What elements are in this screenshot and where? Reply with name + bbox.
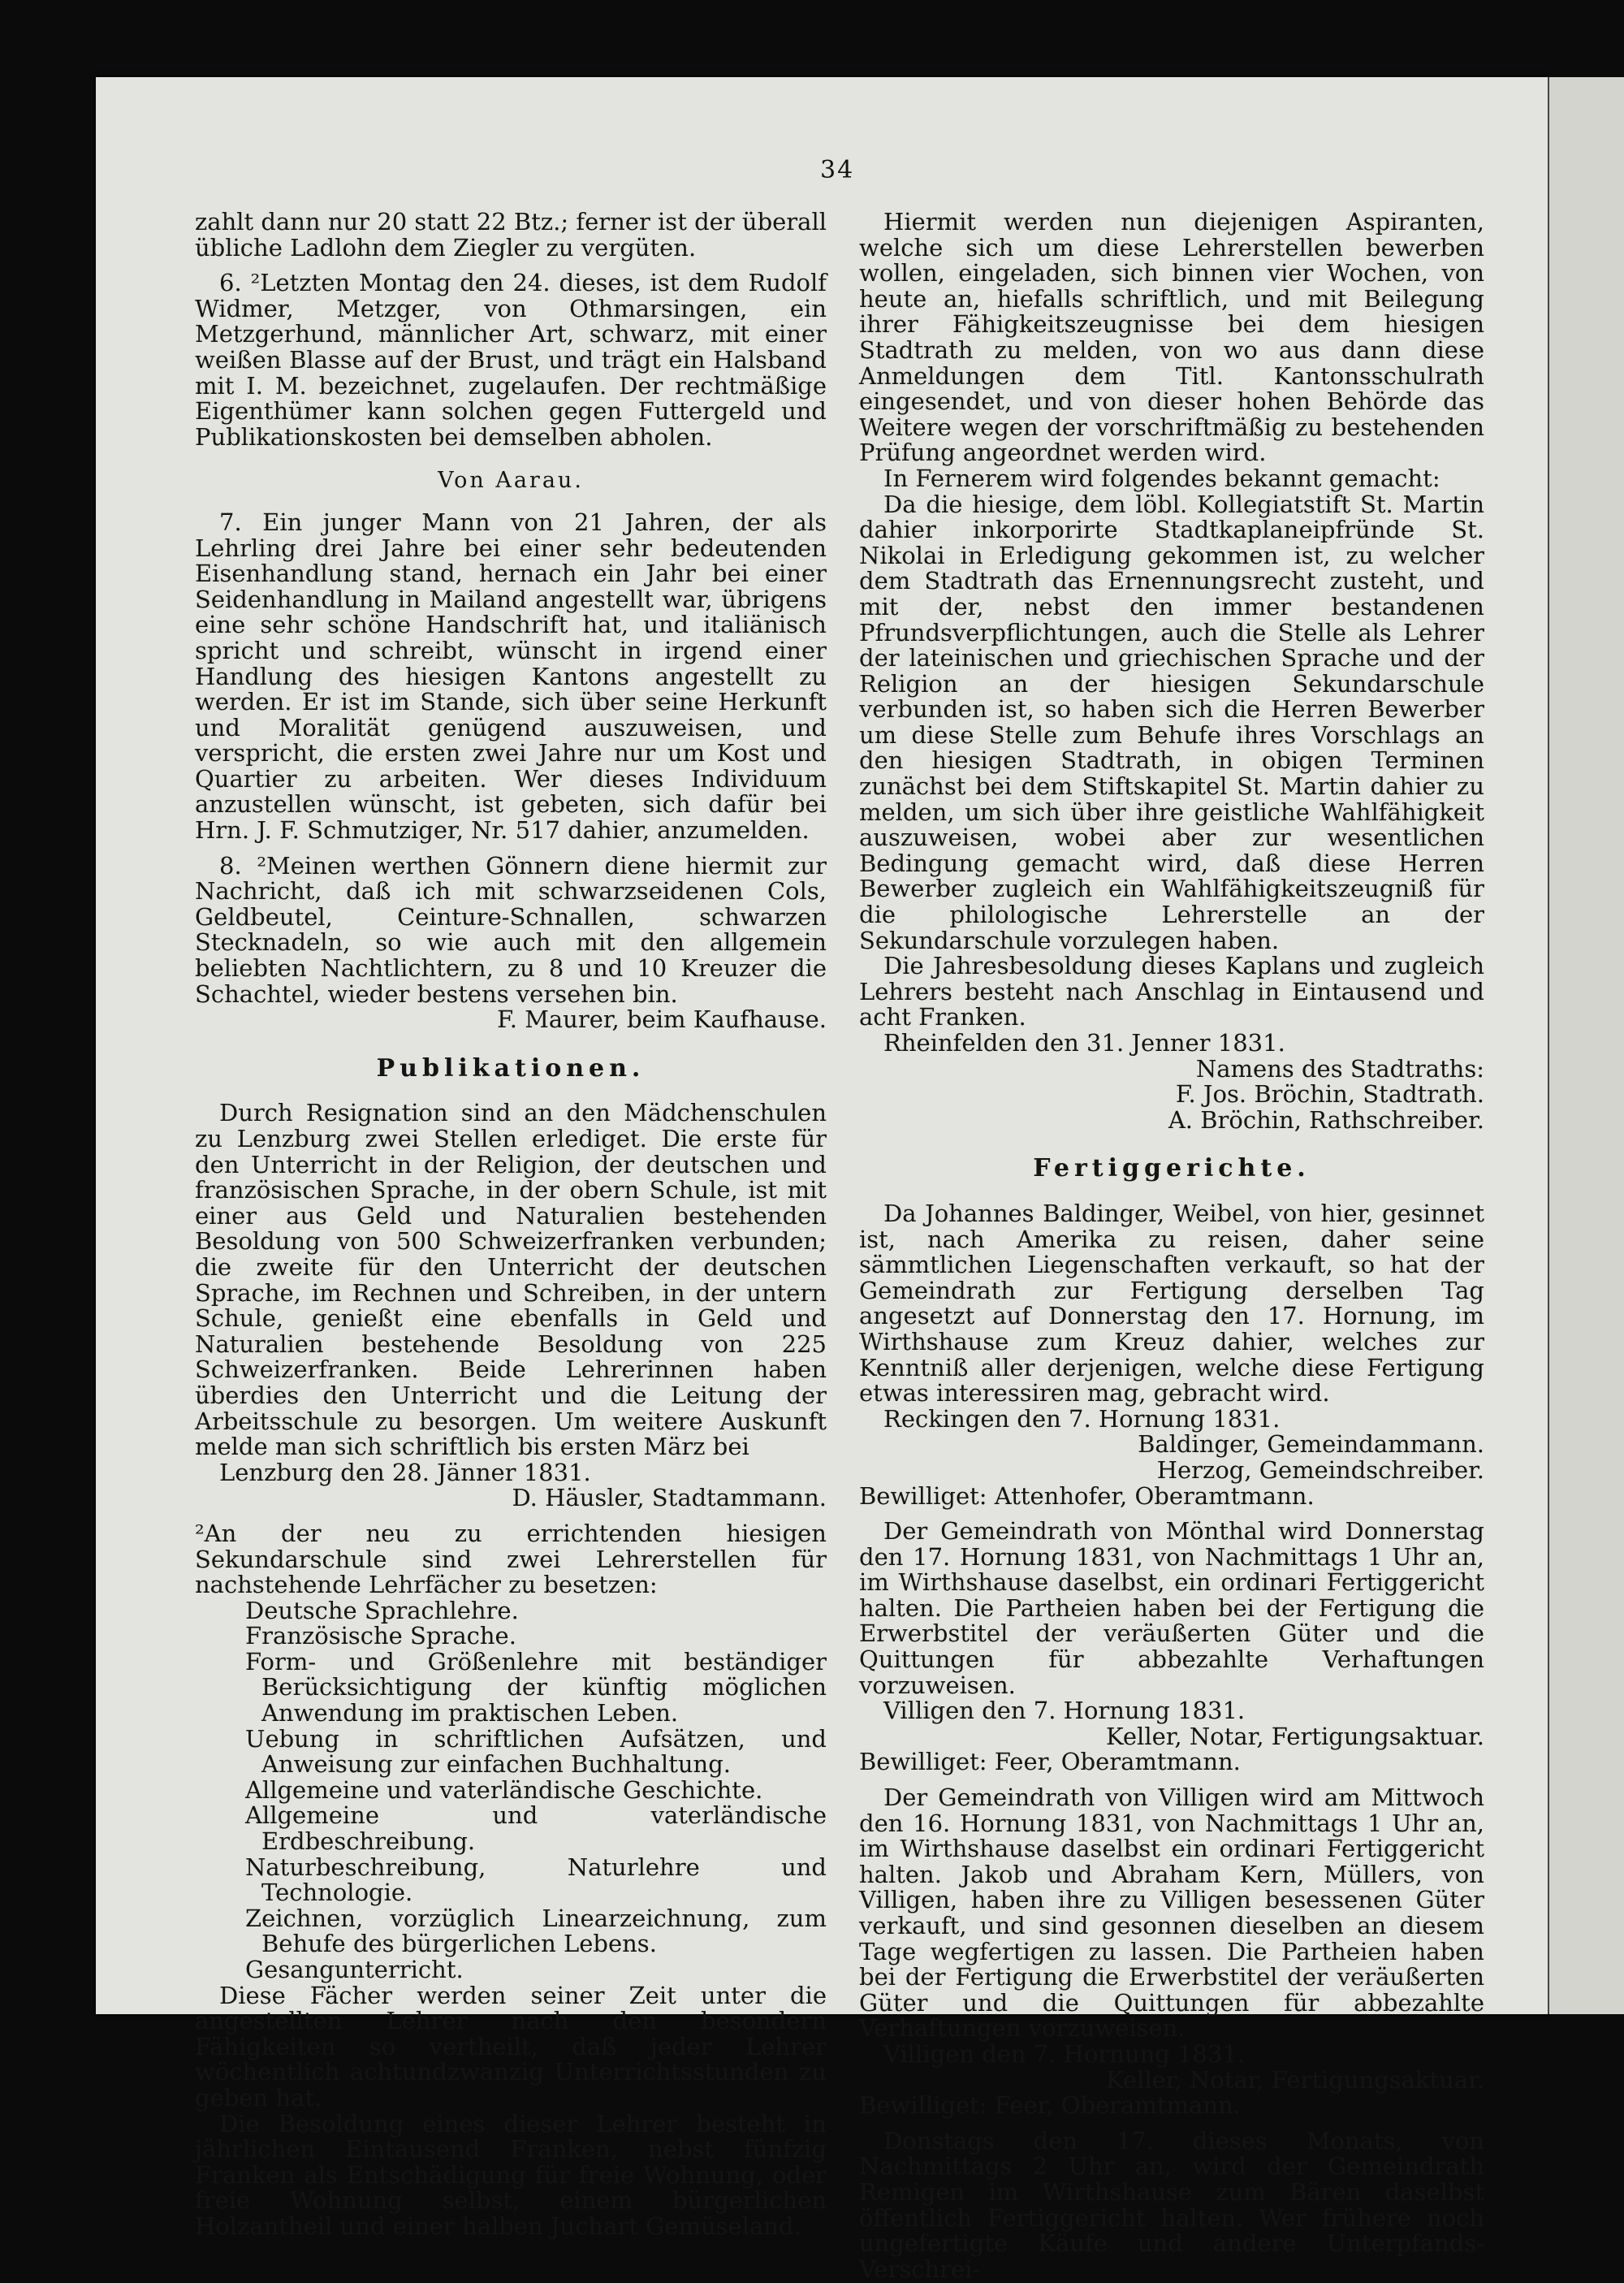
notice-reckingen: Da Johannes Baldinger, Weibel, von hier, gesinnet ist, nach Amerika zu reisen, daher seine sämmtlichen Liegenschaften verkauft, so hat der Gemeindrath zur Fertigung derselben Tag angesetzt auf Donnerstag den 17. Hornung, im Wirthshause zum Kreuz dahier, welches zur Kenntniß aller derjenigen, welche diese Fertigung etwas interessiren mag, gebracht wird. — [859, 1199, 1484, 1407]
section-subheading-aarau: Von Aarau. — [438, 468, 584, 494]
paragraph: Die Jahresbesoldung dieses Kaplans und zugleich Lehrers besteht nach Anschlag in Eintausend und acht Franken. — [859, 952, 1484, 1031]
paragraph: Diese Fächer werden seiner Zeit unter die angestellten Lehrer nach den besondern Fähigkeiten so vertheilt, daß jeder Lehrer wöchentlich achtundzwanzig Unterrichtsstunden zu geben hat. — [195, 1981, 827, 2112]
list-item: Naturbeschreibung, Naturlehre und Technologie. — [245, 1853, 827, 1907]
signature: F. Maurer, beim Kaufhause. — [497, 1005, 827, 1034]
signature: A. Bröchin, Rathschreiber. — [1168, 1105, 1484, 1134]
paragraph: In Fernerem wird folgendes bekannt gemacht: — [883, 464, 1440, 492]
list-item: Zeichnen, vorzüglich Linearzeichnung, zum Behufe des bürgerlichen Lebens. — [245, 1904, 827, 1958]
paragraph: Hiermit werden nun diejenigen Aspiranten, welche sich um diese Lehrerstellen bewerben wollen, eingeladen, sich binnen vier Wochen, von heute an, hiefalls schriftlich, und mit Beilegung ihrer Fähigkeitszeugnisse bei dem hiesigen Stadtrath zu melden, von wo aus dann diese Anmeldungen dem Titl. Kantonsschulrath eingesendet, und von dieser hohen Behörde das Weitere wegen der vorschriftmäßig zu bestehenden Prüfung angeordnet werden wird. — [859, 208, 1484, 467]
notice-villigen: Der Gemeindrath von Villigen wird am Mittwoch den 16. Hornung 1831, von Nachmittags 1 Uhr an, im Wirthshause daselbst ein ordinari Fertiggericht halten. Jakob und Abraham Kern, Müllers, von Villigen, haben ihre zu Villigen besessenen Güter verkauft, und sind gesonnen dieselben an diesem Tage wegfertigen zu lassen. Die Partheien haben bei der Fertigung die Erwerbstitel der veräußerten Güter und die Quittungen für abbezahlte Verhaftungen vorzuweisen. — [859, 1784, 1484, 2043]
signature: Namens des Stadtraths: — [1195, 1054, 1484, 1083]
approval-line: Bewilliget: Attenhofer, Oberamtmann. — [859, 1481, 1315, 1510]
approval-line: Bewilliget: Feer, Oberamtmann. — [859, 1748, 1241, 1776]
signature: Baldinger, Gemeindammann. — [1138, 1430, 1484, 1459]
subject-list — [195, 1598, 827, 1983]
publication-sekundarschule: ²An der neu zu errichtenden hiesigen Sekundarschule sind zwei Lehrerstellen für nachstehende Lehrfächer zu besetzen: — [195, 1519, 827, 1599]
list-item: Uebung in schriftlichen Aufsätzen, und Anweisung zur einfachen Buchhaltung. — [245, 1724, 827, 1779]
notice-7: 7. Ein junger Mann von 21 Jahren, der als Lehrling drei Jahre bei einer sehr bedeutenden Eisenhandlung stand, hernach ein Jahr bei einer Seidenhandlung in Mailand angestellt war, übrigens eine sehr schöne Handschrift hat, und italiänisch spricht und schreibt, wünscht in irgend einer Handlung des hiesigen Kantons angestellt zu werden. Er ist im Stande, sich über seine Herkunft und Moralität genügend auszuweisen, und verspricht, die ersten zwei Jahre nur um Kost und Quartier zu arbeiten. Wer dieses Individuum anzustellen wünscht, ist gebeten, sich dafür bei Hrn. J. F. Schmutziger, Nr. 517 dahier, anzumelden. — [195, 508, 827, 845]
approval-line: Bewilliget: Feer, Oberamtmann. — [859, 2091, 1241, 2120]
adjacent-page-edge — [1549, 77, 1624, 2014]
signature: Herzog, Gemeindschreiber. — [1156, 1455, 1484, 1484]
section-heading-publikationen: Publikationen. — [376, 1053, 646, 1083]
signature: Keller, Notar, Fertigungsaktuar. — [1106, 1722, 1484, 1750]
left-column — [195, 210, 827, 2240]
dateline: Villigen den 7. Hornung 1831. — [883, 2039, 1246, 2068]
paragraph: Da die hiesige, dem löbl. Kollegiatstift St. Martin dahier inkorporirte Stadtkaplaneipfründe St. Nikolai in Erledigung gekommen ist, zu welcher dem Stadtrath das Ernennungsrecht zusteht, und mit der, nebst den immer bestandenen Pfrundsverpflichtungen, auch die Stelle als Lehrer der lateinischen und griechischen Sprache und der Religion an der hiesigen Sekundarschule verbunden ist, so haben sich die Herren Bewerber um diese Stelle zum Behufe ihres Vorschlags an den hiesigen Stadtrath, in obigen Terminen zunächst bei dem Stiftskapitel St. Martin dahier zu melden, um sich über ihre geistliche Wahlfähigkeit auszuweisen, wobei aber zur wesentlichen Bedingung gemacht wird, daß diese Herren Bewerber zugleich ein Wahlfähigkeitszeugniß für die philologische Lehrerstelle an der Sekundarschule vorzulegen haben. — [859, 490, 1484, 954]
list-item: Französische Sprache. — [245, 1622, 516, 1650]
dateline: Rheinfelden den 31. Jenner 1831. — [883, 1029, 1285, 1057]
dateline: Villigen den 7. Hornung 1831. — [883, 1697, 1246, 1725]
section-heading-fertiggerichte: Fertiggerichte. — [1033, 1154, 1311, 1183]
notice-8: 8. ²Meinen werthen Gönnern diene hiermit zur Nachricht, daß ich mit schwarzseidenen Cols, Geldbeutel, Ceinture-Schnallen, schwarzen Stecknadeln, so wie auch mit den allgemein beliebten Nachtlichtern, zu 8 und 10 Kreuzer die Schachtel, wieder bestens versehen bin. — [195, 851, 827, 1008]
signature: F. Jos. Bröchin, Stadtrath. — [1175, 1080, 1484, 1109]
list-item: Gesangunterricht. — [245, 1956, 464, 1983]
notice-6: 6. ²Letzten Montag den 24. dieses, ist dem Rudolf Widmer, Metzger, von Othmarsingen, ein Metzgerhund, männlicher Art, schwarz, mit einer weißen Blasse auf der Brust, und trägt ein Halsband mit I. M. bezeichnet, zugelaufen. Der rechtmäßige Eigenthümer kann solchen gegen Futtergeld und Publikationskosten bei demselben abholen. — [195, 269, 827, 451]
signature: Keller, Notar, Fertigungsaktuar. — [1106, 2065, 1484, 2094]
list-item: Allgemeine und vaterländische Erdbeschreibung. — [245, 1801, 827, 1856]
right-column — [859, 210, 1484, 2282]
paragraph: Die Besoldung eines dieser Lehrer besteht in jährlichen Eintausend Franken, nebst fünfzig Franken als Entschädigung für freie Wohnung, oder freie Wohnung selbst, einem bürgerlichen Holzantheil und einer halben Juchart Gemüseland. — [195, 2109, 827, 2240]
page-number: 34 — [820, 156, 855, 184]
dateline: Lenzburg den 28. Jänner 1831. — [219, 1458, 591, 1486]
paragraph: zahlt dann nur 20 statt 22 Btz.; ferner ist der überall übliche Ladlohn dem Ziegler zu vergüten. — [195, 208, 827, 262]
list-item: Form- und Größenlehre mit beständiger Berücksichtigung der künftig möglichen Anwendung im praktischen Leben. — [245, 1647, 827, 1727]
signature: D. Häusler, Stadtammann. — [512, 1484, 827, 1512]
publication-lenzburg: Durch Resignation sind an den Mädchenschulen zu Lenzburg zwei Stellen erlediget. Die erste für den Unterricht in der Religion, der deutschen und französischen Sprache, in der obern Schule, ist mit einer aus Geld und Naturalien bestehenden Besoldung von 500 Schweizerfranken verbunden; die zweite für den Unterricht der deutschen Sprache, im Rechnen und Schreiben, in der untern Schule, genießt eine ebenfalls in Geld und Naturalien bestehende Besoldung von 225 Schweizerfranken. Beide Lehrerinnen haben überdies den Unterricht und die Leitung der Arbeitsschule zu besorgen. Um weitere Auskunft melde man sich schriftlich bis ersten März bei — [195, 1099, 827, 1461]
notice-remigen: Donstags den 17. dieses Monats, von Nachmittags 2 Uhr an, wird der Gemeindrath Remigen im Wirthshause zum Bären daselbst öffentlich Fertiggericht halten. Wer frühere noch ungefertigte Käufe und andere Unterpfands-Verschrei- — [859, 2126, 1484, 2283]
list-item: Deutsche Sprachlehre. — [245, 1596, 519, 1624]
list-item: Allgemeine und vaterländische Geschichte. — [245, 1775, 763, 1804]
notice-moenthal: Der Gemeindrath von Mönthal wird Donnerstag den 17. Hornung 1831, von Nachmittags 1 Uhr an, im Wirthshause daselbst, ein ordinari Fertiggericht halten. Die Partheien haben bei der Fertigung die Erwerbstitel der veräußerten Güter und die Quittungen für abbezahlte Verhaftungen vorzuweisen. — [859, 1517, 1484, 1699]
dateline: Reckingen den 7. Hornung 1831. — [883, 1404, 1281, 1433]
